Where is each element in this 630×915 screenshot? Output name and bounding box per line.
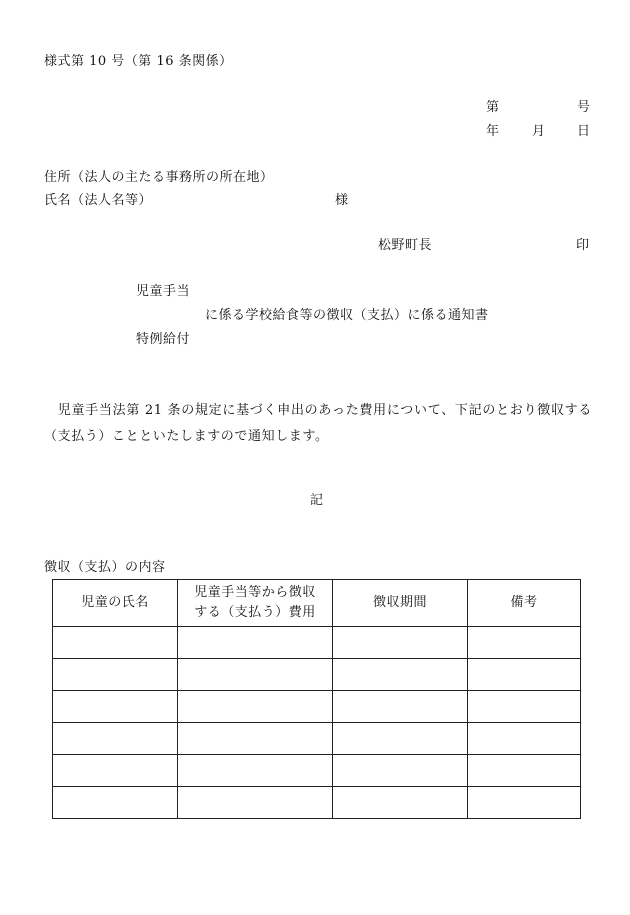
date-month-label: 月	[532, 124, 546, 139]
cell-remarks	[468, 723, 581, 755]
cell-period	[333, 787, 468, 819]
ki-heading: 記	[310, 493, 324, 508]
table-row	[53, 627, 581, 659]
cell-child-name	[53, 723, 178, 755]
cell-cost	[178, 787, 333, 819]
recipient-honorific: 様	[335, 193, 349, 208]
table-caption: 徴収（支払）の内容	[44, 560, 166, 575]
cell-cost	[178, 659, 333, 691]
cell-remarks	[468, 755, 581, 787]
table-row	[53, 787, 581, 819]
notice-body-text: 児童手当法第 21 条の規定に基づく申出のあった費用について、下記のとおり徴収する（支払う）ことといたしますので通知します。	[44, 403, 592, 444]
date-day-label: 日	[577, 124, 591, 139]
cell-cost	[178, 755, 333, 787]
cell-child-name	[53, 755, 178, 787]
cell-period	[333, 755, 468, 787]
cell-cost	[178, 723, 333, 755]
doc-number-suffix: 号	[577, 100, 591, 115]
issuer-name: 松野町長	[378, 238, 433, 253]
cell-child-name	[53, 627, 178, 659]
cell-remarks	[468, 659, 581, 691]
cell-child-name	[53, 659, 178, 691]
cell-period	[333, 659, 468, 691]
cell-child-name	[53, 691, 178, 723]
subject-option-special-benefit: 特例給付	[136, 332, 191, 347]
issuer-seal-mark: 印	[576, 238, 590, 253]
header-cost-line2: する（支払う）費用	[194, 605, 316, 620]
table-row	[53, 691, 581, 723]
header-cost	[178, 580, 333, 627]
cell-period	[333, 627, 468, 659]
table-row	[53, 723, 581, 755]
table-row	[53, 755, 581, 787]
form-number: 様式第 10 号（第 16 条関係）	[44, 54, 233, 69]
header-cost-line1: 児童手当等から徴収	[194, 585, 316, 600]
cell-period	[333, 723, 468, 755]
cell-cost	[178, 627, 333, 659]
cell-period	[333, 691, 468, 723]
table-header-row	[53, 580, 581, 627]
subject-option-child-allowance: 児童手当	[136, 284, 191, 299]
cell-cost	[178, 691, 333, 723]
date-year-label: 年	[486, 124, 500, 139]
header-child-name: 児童の氏名	[53, 580, 178, 627]
recipient-address-label: 住所（法人の主たる事務所の所在地）	[44, 170, 274, 185]
cell-child-name	[53, 787, 178, 819]
table-row	[53, 659, 581, 691]
recipient-name-label: 氏名（法人名等）	[44, 193, 153, 208]
table-body	[53, 627, 581, 819]
header-period: 徴収期間	[333, 580, 468, 627]
cell-remarks	[468, 691, 581, 723]
cell-remarks	[468, 787, 581, 819]
header-remarks: 備考	[468, 580, 581, 627]
doc-number-prefix: 第	[486, 100, 500, 115]
document-title: に係る学校給食等の徴収（支払）に係る通知書	[205, 308, 489, 323]
cell-remarks	[468, 627, 581, 659]
collection-details-table	[52, 579, 581, 819]
